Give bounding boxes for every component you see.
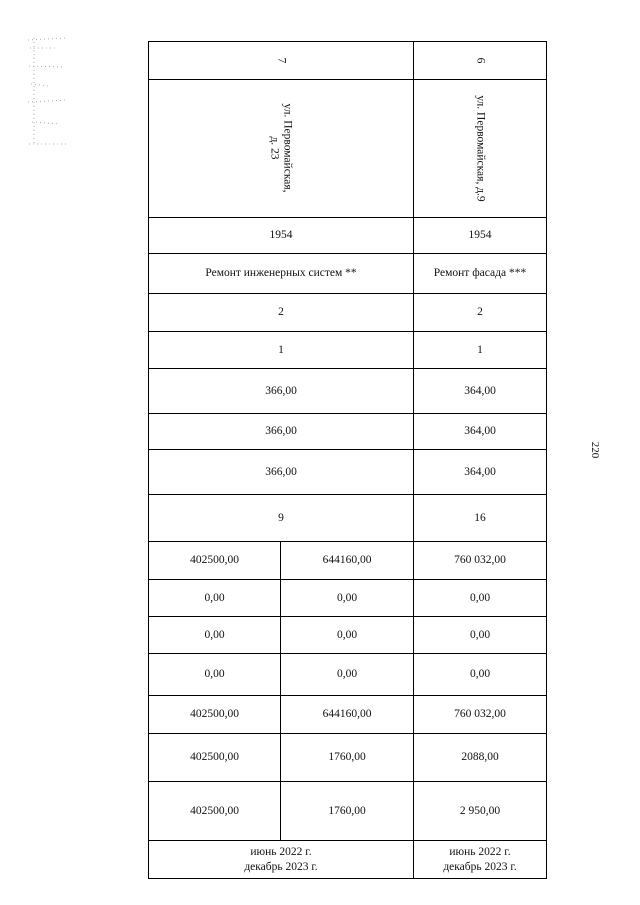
cell-work-type: Ремонт фасада *** xyxy=(414,254,547,294)
cell-cost: 2 950,00 xyxy=(414,782,547,841)
cell-work-type: Ремонт инженерных систем ** xyxy=(149,254,414,294)
cell-val-a: 2 xyxy=(414,294,547,332)
cell-area: 364,00 xyxy=(414,369,547,414)
cell-cost: 644160,00 xyxy=(281,542,414,580)
cell-cost: 0,00 xyxy=(281,617,414,654)
cell-count: 9 xyxy=(149,495,414,542)
cell-area: 366,00 xyxy=(149,450,414,495)
cell-cost: 1760,00 xyxy=(281,782,414,841)
row-area-2 xyxy=(149,414,547,450)
cell-cost: 402500,00 xyxy=(149,734,281,782)
row-cost-6 xyxy=(149,782,547,841)
cell-cost: 644160,00 xyxy=(281,696,414,734)
cell-cost: 0,00 xyxy=(414,617,547,654)
row-area-1 xyxy=(149,369,547,414)
row-number xyxy=(149,42,547,80)
row-val-a xyxy=(149,294,547,332)
cell-val-a: 2 xyxy=(149,294,414,332)
cell-cost: 1760,00 xyxy=(281,734,414,782)
cell-area: 364,00 xyxy=(414,414,547,450)
cell-cost: 760 032,00 xyxy=(414,542,547,580)
row-year xyxy=(149,218,547,254)
cell-val-b: 1 xyxy=(149,332,414,369)
cell-address: ул. Первомайская, д. 23 xyxy=(149,80,414,218)
cell-cost: 2088,00 xyxy=(414,734,547,782)
cell-period: июнь 2022 г. декабрь 2023 г. xyxy=(414,841,547,879)
cell-cost: 0,00 xyxy=(149,580,281,617)
cell-year: 1954 xyxy=(149,218,414,254)
cell-cost: 0,00 xyxy=(414,654,547,696)
cell-area: 364,00 xyxy=(414,450,547,495)
cell-year: 1954 xyxy=(414,218,547,254)
cell-cost: 0,00 xyxy=(281,654,414,696)
row-area-3 xyxy=(149,450,547,495)
page-number: 220 xyxy=(589,441,601,459)
data-table xyxy=(148,41,547,879)
cell-area: 366,00 xyxy=(149,414,414,450)
row-val-b xyxy=(149,332,547,369)
cell-area: 366,00 xyxy=(149,369,414,414)
cell-count: 16 xyxy=(414,495,547,542)
cell-cost: 0,00 xyxy=(281,580,414,617)
scan-artifact xyxy=(26,36,70,150)
row-cost-total xyxy=(149,542,547,580)
cell-cost: 0,00 xyxy=(414,580,547,617)
row-cost-3 xyxy=(149,654,547,696)
cell-cost: 0,00 xyxy=(149,617,281,654)
cell-cost: 0,00 xyxy=(149,654,281,696)
cell-period: июнь 2022 г. декабрь 2023 г. xyxy=(149,841,414,879)
cell-val-b: 1 xyxy=(414,332,547,369)
cell-number: 6 xyxy=(414,42,547,80)
row-cost-4 xyxy=(149,696,547,734)
row-cost-2 xyxy=(149,617,547,654)
row-cost-5 xyxy=(149,734,547,782)
cell-cost: 402500,00 xyxy=(149,782,281,841)
cell-cost: 402500,00 xyxy=(149,696,281,734)
row-work-type xyxy=(149,254,547,294)
row-address xyxy=(149,80,547,218)
cell-address: ул. Первомайская, д.9 xyxy=(414,80,547,218)
row-cost-1 xyxy=(149,580,547,617)
cell-number: 7 xyxy=(149,42,414,80)
cell-cost: 760 032,00 xyxy=(414,696,547,734)
cell-cost: 402500,00 xyxy=(149,542,281,580)
row-period xyxy=(149,841,547,879)
row-count xyxy=(149,495,547,542)
